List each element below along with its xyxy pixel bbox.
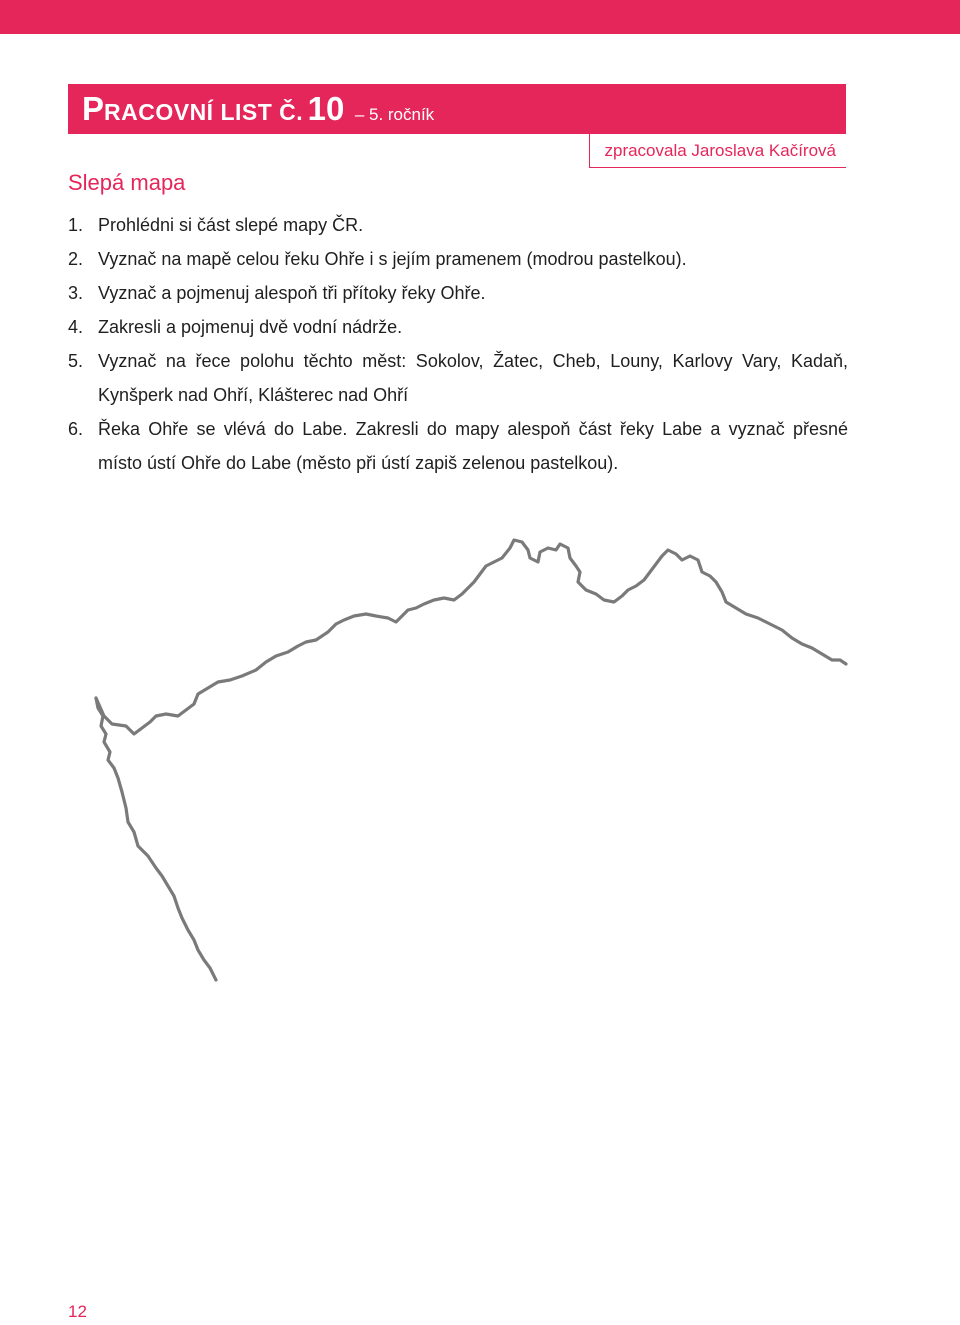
grade-label: – 5. ročník [354,105,435,124]
task-item [68,412,848,480]
section-title: Slepá mapa [68,170,186,195]
top-accent-bar [0,0,960,34]
page-number: 12 [68,1302,87,1321]
task-number: 5. [68,351,84,371]
task-text: Vyznač na mapě celou řeku Ohře i s jejím pramenem (modrou pastelkou). [98,249,687,269]
task-number: 4. [68,317,84,337]
task-item [68,242,848,276]
task-item [68,344,848,412]
task-number: 2. [68,249,84,269]
worksheet-header [68,84,846,168]
task-text: Vyznač na řece polohu těchto měst: Sokolov, Žatec, Cheb, Louny, Karlovy Vary, Kadaň, Kynšperk nad Ohří, Klášterec nad Ohří [98,351,848,405]
task-item [68,276,848,310]
task-item [68,208,848,242]
title-number: 10 [307,90,345,127]
blank-map [70,520,860,1000]
task-number: 3. [68,283,84,303]
task-text: Vyznač a pojmenuj alespoň tři přítoky řeky Ohře. [98,283,486,303]
task-item [68,310,848,344]
czech-border-outline [70,520,860,1000]
task-number: 6. [68,419,84,439]
worksheet-title [82,90,434,128]
task-text: Prohlédni si část slepé mapy ČR. [98,215,364,235]
title-rest: RACOVNÍ LIST Č. [104,99,304,125]
author-credit: zpracovala Jaroslava Kačírová [604,141,836,160]
northern-border-line [96,698,216,980]
task-number: 1. [68,215,84,235]
title-initial: P [82,90,105,127]
western-border-line [96,540,846,734]
task-text: Zakresli a pojmenuj dvě vodní nádrže. [98,317,403,337]
task-list [68,208,848,480]
header-band [68,84,846,134]
author-band [589,134,846,168]
task-text: Řeka Ohře se vlévá do Labe. Zakresli do mapy alespoň část řeky Labe a vyznač přesné místo ústí Ohře do Labe (město při ústí zapiš zelenou pastelkou). [98,419,848,473]
